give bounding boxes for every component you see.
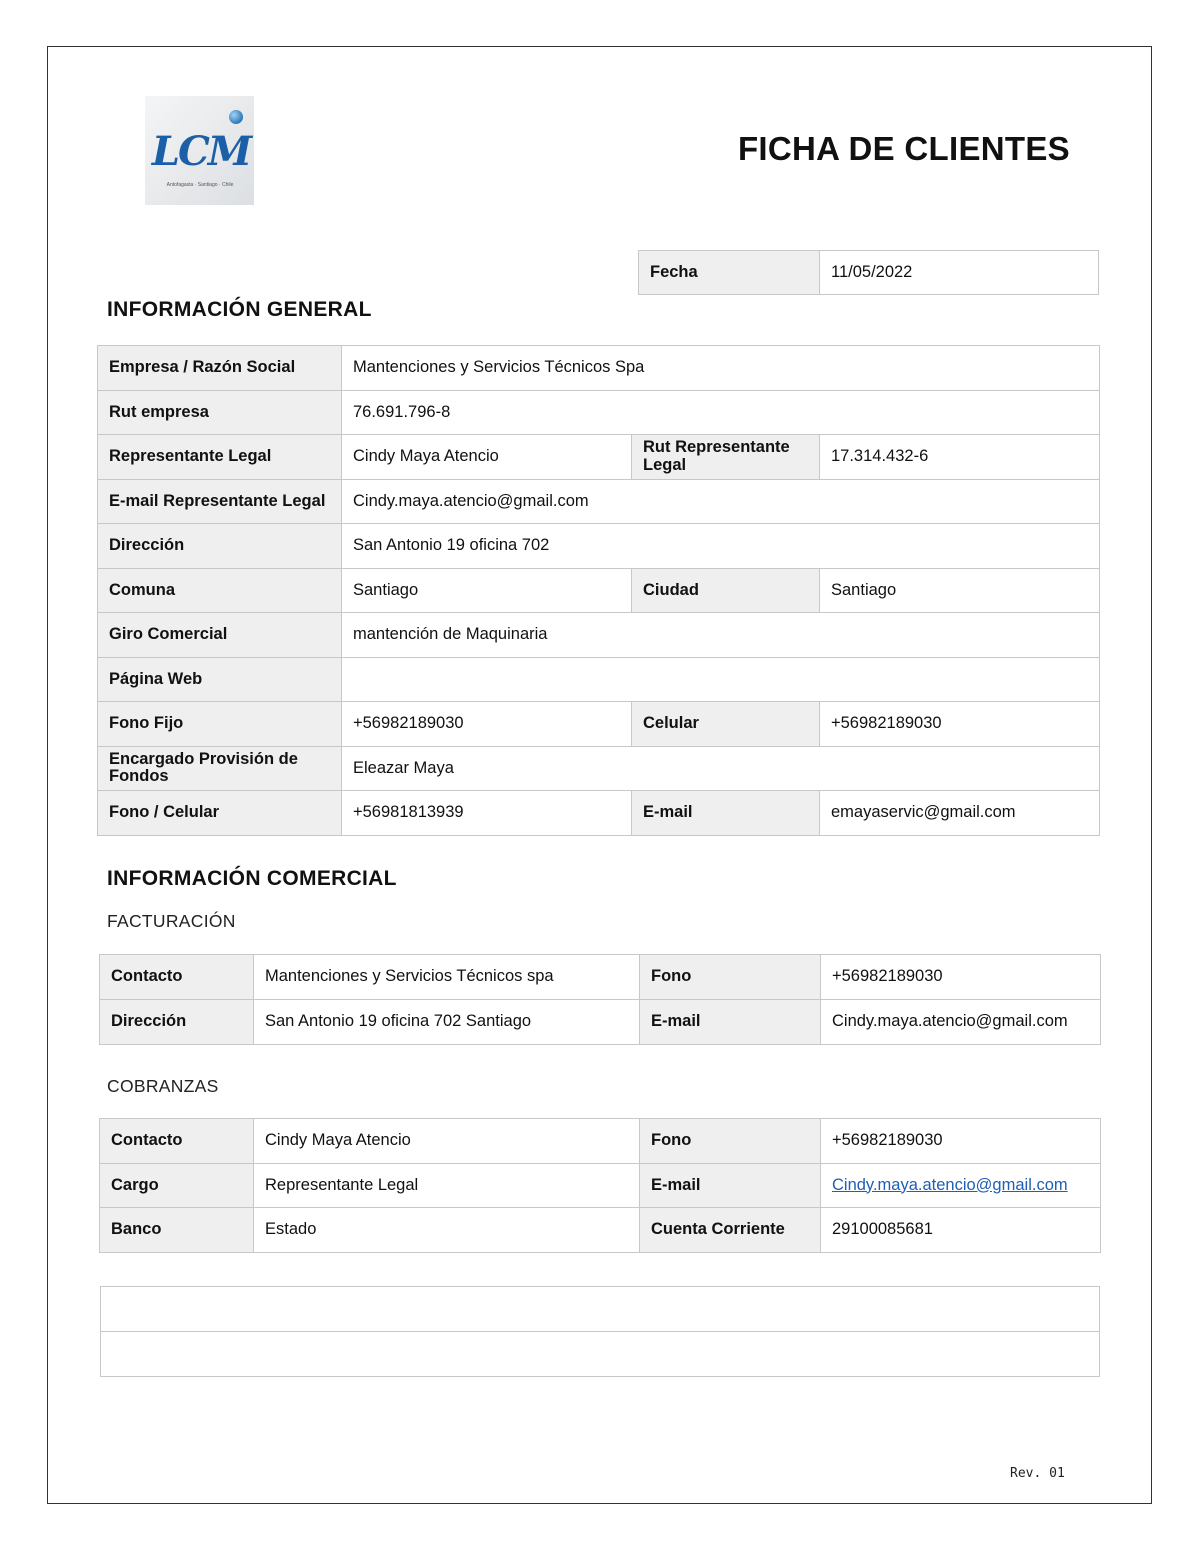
giro-value: mantención de Maquinaria <box>342 613 1100 658</box>
empresa-label: Empresa / Razón Social <box>98 346 342 391</box>
empresa-value: Mantenciones y Servicios Técnicos Spa <box>342 346 1100 391</box>
facturacion-direccion-label: Dirección <box>100 1000 254 1045</box>
cobranzas-cuenta-value: 29100085681 <box>821 1208 1101 1253</box>
general-info-table <box>97 345 1100 836</box>
blank-row <box>101 1332 1100 1377</box>
cobranzas-fono-label: Fono <box>640 1119 821 1164</box>
cobranzas-contacto-value: Cindy Maya Atencio <box>254 1119 640 1164</box>
revision-label: Rev. 01 <box>1010 1466 1065 1481</box>
fecha-table <box>638 250 1099 295</box>
cobranzas-cargo-value: Representante Legal <box>254 1163 640 1208</box>
cobranzas-heading: COBRANZAS <box>107 1076 219 1096</box>
email-representante-label: E-mail Representante Legal <box>98 479 342 524</box>
fono-fijo-value: +56982189030 <box>342 702 632 747</box>
celular-value: +56982189030 <box>820 702 1100 747</box>
facturacion-heading: FACTURACIÓN <box>107 911 236 931</box>
rut-empresa-label: Rut empresa <box>98 390 342 435</box>
giro-label: Giro Comercial <box>98 613 342 658</box>
facturacion-fono-value: +56982189030 <box>821 955 1101 1000</box>
fono-fijo-label: Fono Fijo <box>98 702 342 747</box>
blank-row <box>101 1287 1100 1332</box>
pagina-web-value <box>342 657 1100 702</box>
fono-celular-label: Fono / Celular <box>98 791 342 836</box>
cobranzas-contacto-label: Contacto <box>100 1119 254 1164</box>
comuna-label: Comuna <box>98 568 342 613</box>
cobranzas-email-label: E-mail <box>640 1163 821 1208</box>
fecha-value: 11/05/2022 <box>820 251 1099 295</box>
general-heading: INFORMACIÓN GENERAL <box>107 298 372 321</box>
fono-celular-value: +56981813939 <box>342 791 632 836</box>
cobranzas-cargo-label: Cargo <box>100 1163 254 1208</box>
ciudad-value: Santiago <box>820 568 1100 613</box>
facturacion-direccion-value: San Antonio 19 oficina 702 Santiago <box>254 1000 640 1045</box>
cobranzas-table <box>99 1118 1101 1253</box>
email-label: E-mail <box>632 791 820 836</box>
comercial-heading: INFORMACIÓN COMERCIAL <box>107 867 397 890</box>
company-logo <box>145 96 254 205</box>
direccion-label: Dirección <box>98 524 342 569</box>
celular-label: Celular <box>632 702 820 747</box>
ciudad-label: Ciudad <box>632 568 820 613</box>
globe-icon <box>229 110 243 124</box>
rut-representante-label: Rut Representante Legal <box>632 435 820 480</box>
rut-empresa-value: 76.691.796-8 <box>342 390 1100 435</box>
email-representante-value: Cindy.maya.atencio@gmail.com <box>342 479 1100 524</box>
document-title: FICHA DE CLIENTES <box>737 130 1070 167</box>
facturacion-contacto-value: Mantenciones y Servicios Técnicos spa <box>254 955 640 1000</box>
facturacion-email-value: Cindy.maya.atencio@gmail.com <box>821 1000 1101 1045</box>
encargado-label: Encargado Provisión de Fondos <box>98 746 342 791</box>
blank-table <box>100 1286 1100 1377</box>
facturacion-contacto-label: Contacto <box>100 955 254 1000</box>
email-value: emayaservic@gmail.com <box>820 791 1100 836</box>
representante-value: Cindy Maya Atencio <box>342 435 632 480</box>
encargado-value: Eleazar Maya <box>342 746 1100 791</box>
logo-tagline: Antofagasta · Santiago · Chile <box>166 182 234 188</box>
cobranzas-fono-value: +56982189030 <box>821 1119 1101 1164</box>
pagina-web-label: Página Web <box>98 657 342 702</box>
facturacion-email-label: E-mail <box>640 1000 821 1045</box>
cobranzas-banco-value: Estado <box>254 1208 640 1253</box>
rut-representante-value: 17.314.432-6 <box>820 435 1100 480</box>
cobranzas-banco-label: Banco <box>100 1208 254 1253</box>
direccion-value: San Antonio 19 oficina 702 <box>342 524 1100 569</box>
representante-label: Representante Legal <box>98 435 342 480</box>
facturacion-table <box>99 954 1101 1045</box>
logo-mark: LCM <box>151 128 251 175</box>
fecha-label: Fecha <box>639 251 820 295</box>
comuna-value: Santiago <box>342 568 632 613</box>
cobranzas-cuenta-label: Cuenta Corriente <box>640 1208 821 1253</box>
facturacion-fono-label: Fono <box>640 955 821 1000</box>
cobranzas-email-link[interactable]: Cindy.maya.atencio@gmail.com <box>821 1163 1101 1208</box>
